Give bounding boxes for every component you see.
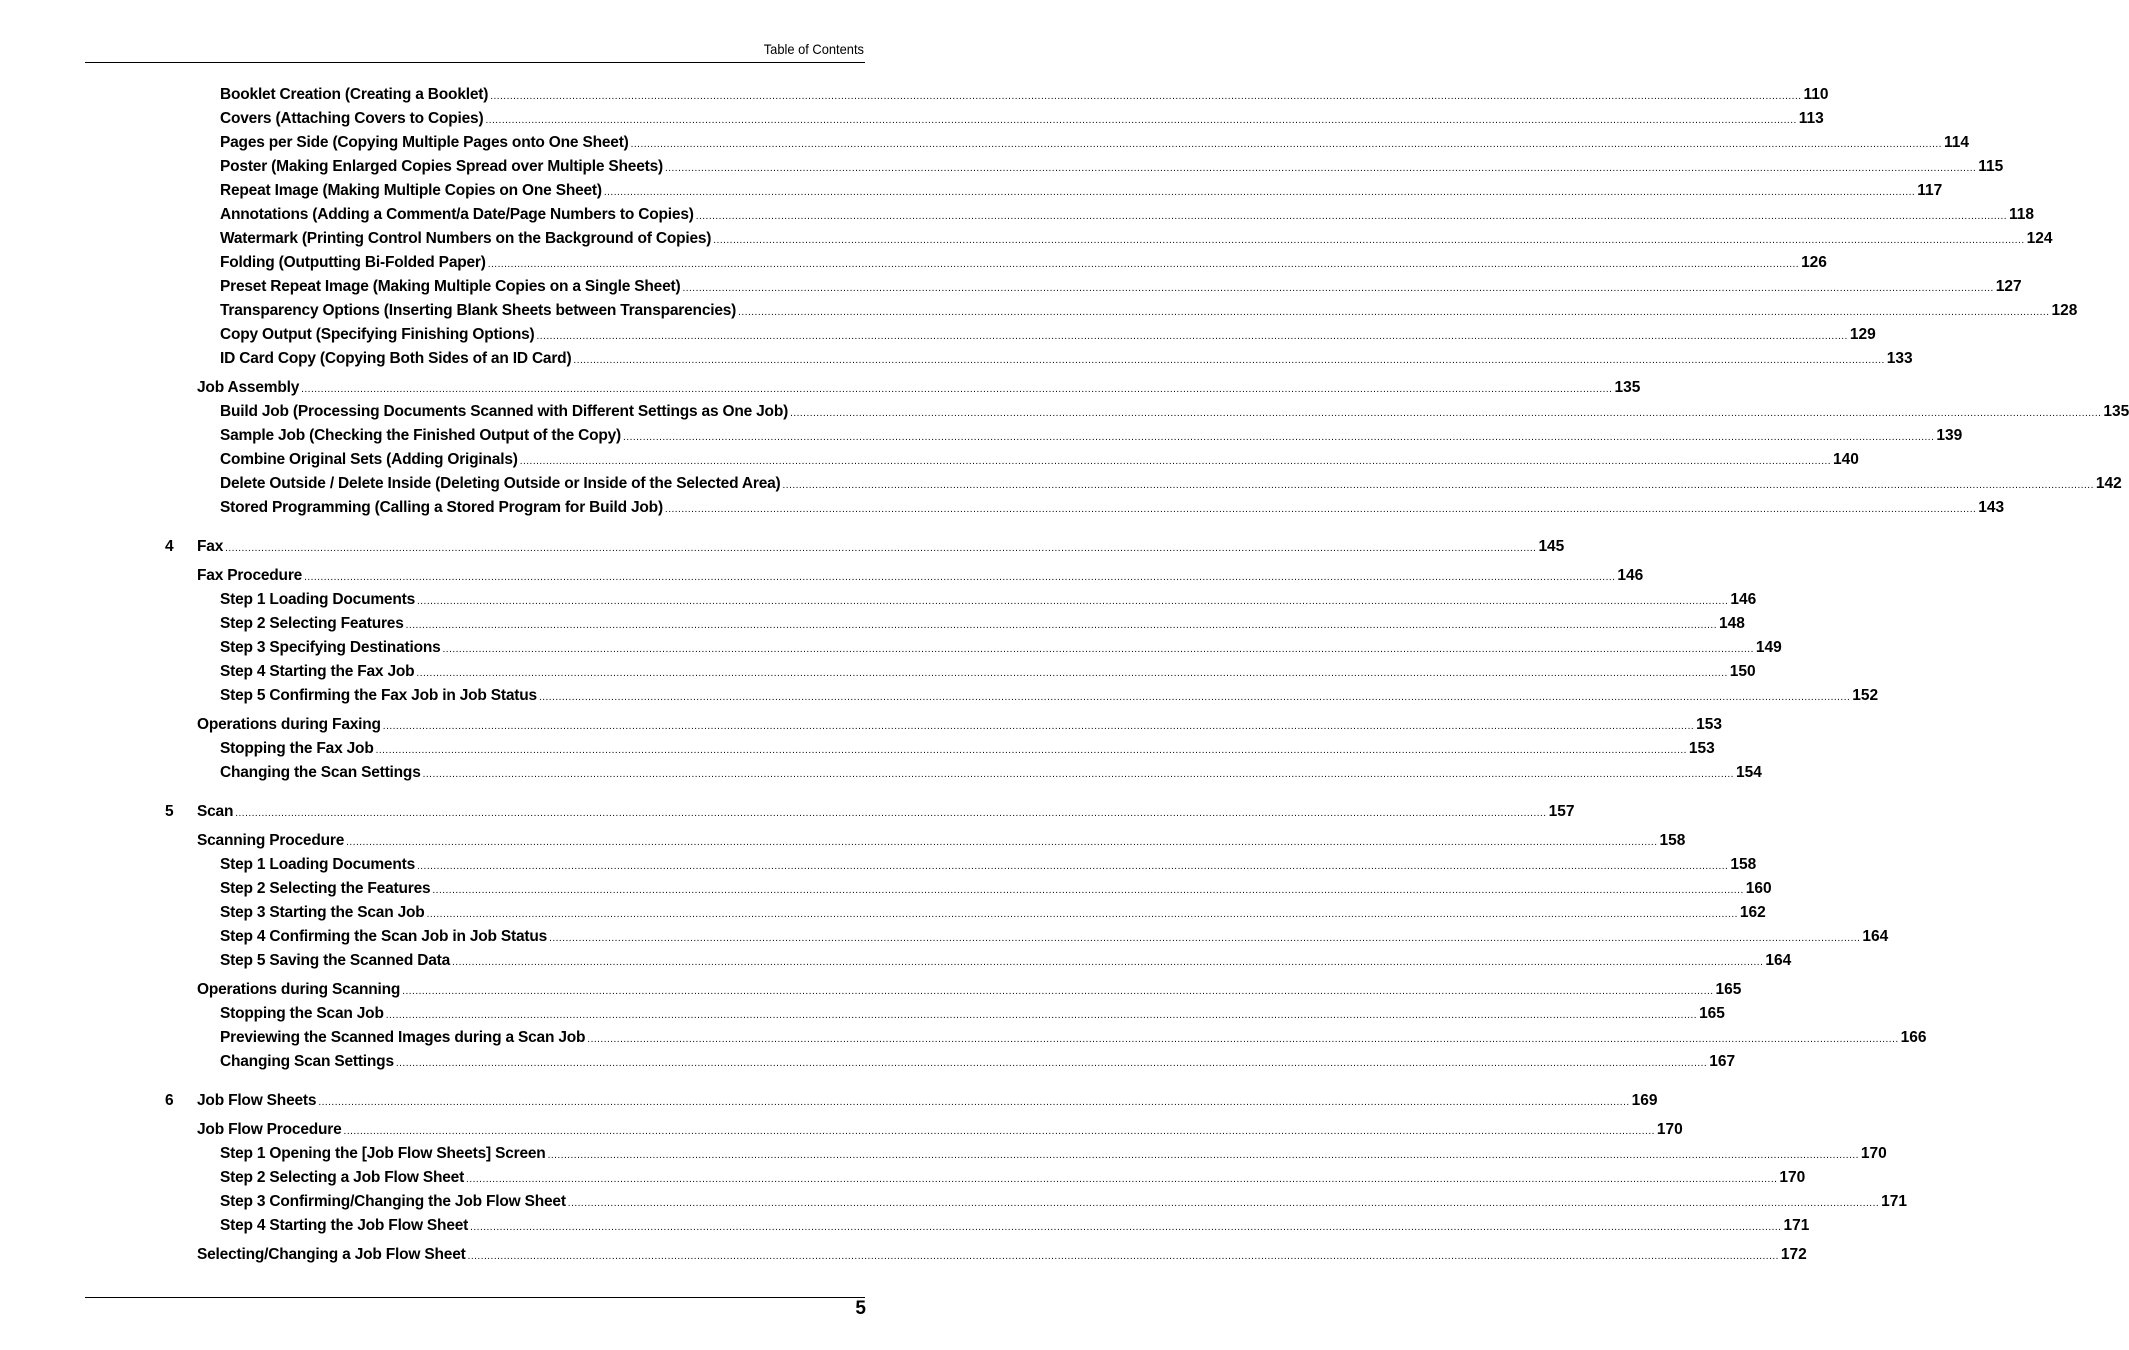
toc-subsection-entry	[220, 879, 1772, 899]
toc-entry-page: 114	[1943, 134, 1969, 151]
footer-rule	[85, 1297, 865, 1298]
dot-leader: ................................................................................................................................................................................................................................................................................................................................................................................................................	[442, 644, 1754, 655]
dot-leader: ................................................................................................................................................................................................................................................................................................................................................................................................................	[573, 355, 1885, 366]
toc-chapter-entry	[197, 1091, 1658, 1111]
dot-leader: ................................................................................................................................................................................................................................................................................................................................................................................................................	[432, 885, 1744, 896]
toc-entry-page: 127	[1995, 278, 2022, 295]
dot-leader: ................................................................................................................................................................................................................................................................................................................................................................................................................	[395, 1058, 1708, 1069]
toc-section-entry	[197, 566, 1644, 586]
toc-entry-title: Booklet Creation (Creating a Booklet)	[220, 86, 489, 103]
toc-entry-title: Annotations (Adding a Comment/a Date/Page Numbers to Copies)	[220, 206, 694, 223]
toc-subsection-entry	[220, 763, 1762, 783]
toc-entry-title: Step 1 Loading Documents	[220, 591, 415, 608]
dot-leader: ................................................................................................................................................................................................................................................................................................................................................................................................................	[318, 1097, 1630, 1108]
toc-entry-page: 148	[1718, 615, 1745, 632]
toc-subsection-entry	[220, 181, 1943, 201]
toc-entry-page: 124	[2026, 230, 2053, 247]
toc-entry-page: 166	[1900, 1029, 1927, 1046]
toc-subsection-entry	[220, 1216, 1810, 1236]
toc-entry-page: 126	[1801, 254, 1827, 271]
dot-leader: ................................................................................................................................................................................................................................................................................................................................................................................................................	[417, 596, 1729, 607]
dot-leader: ................................................................................................................................................................................................................................................................................................................................................................................................................	[695, 211, 2008, 222]
toc-entry-title: Step 4 Confirming the Scan Job in Job Status	[220, 928, 548, 945]
dot-leader: ................................................................................................................................................................................................................................................................................................................................................................................................................	[630, 139, 1942, 150]
dot-leader: ................................................................................................................................................................................................................................................................................................................................................................................................................	[375, 745, 1687, 756]
toc-entry-page: 128	[2051, 302, 2078, 319]
toc-entry-title: Step 1 Opening the [Job Flow Sheets] Screen	[220, 1145, 546, 1162]
toc-entry-page: 165	[1715, 981, 1742, 998]
toc-entry-title: Copy Output (Specifying Finishing Options)	[220, 326, 535, 343]
toc-entry-title: Step 4 Starting the Job Flow Sheet	[220, 1217, 469, 1234]
dot-leader: ................................................................................................................................................................................................................................................................................................................................................................................................................	[422, 769, 1734, 780]
toc-subsection-entry	[220, 157, 2004, 177]
dot-leader: ................................................................................................................................................................................................................................................................................................................................................................................................................	[536, 331, 1848, 342]
toc-entry-title: Selecting/Changing a Job Flow Sheet	[197, 1246, 466, 1263]
toc-entry-page: 157	[1548, 803, 1575, 820]
toc-subsection-entry	[220, 474, 2122, 494]
toc-entry-page: 153	[1696, 716, 1722, 733]
toc-subsection-entry	[220, 277, 2022, 297]
toc-subsection-entry	[220, 739, 1715, 759]
dot-leader: ................................................................................................................................................................................................................................................................................................................................................................................................................	[547, 1150, 1859, 1161]
toc-entry-title: Poster (Making Enlarged Copies Spread over Multiple Sheets)	[220, 158, 663, 175]
toc-entry-page: 170	[1656, 1121, 1683, 1138]
toc-entry-page: 162	[1739, 904, 1766, 921]
toc-entry-title: Previewing the Scanned Images during a Scan Job	[220, 1029, 586, 1046]
toc-entry-title: Step 2 Selecting Features	[220, 615, 404, 632]
toc-subsection-entry	[220, 903, 1766, 923]
dot-leader: ................................................................................................................................................................................................................................................................................................................................................................................................................	[664, 163, 1977, 174]
toc-entry-title: Step 3 Confirming/Changing the Job Flow Sheet	[220, 1193, 566, 1210]
toc-chapter-entry	[197, 802, 1575, 822]
toc-entry-title: Stored Programming (Calling a Stored Program for Build Job)	[220, 499, 663, 516]
dot-leader: ................................................................................................................................................................................................................................................................................................................................................................................................................	[587, 1034, 1899, 1045]
toc-entry-page: 170	[1779, 1169, 1806, 1186]
toc-subsection-entry	[220, 927, 1889, 947]
toc-subsection-entry	[220, 109, 1824, 129]
toc-subsection-entry	[220, 662, 1756, 682]
toc-entry-page: 171	[1881, 1193, 1907, 1210]
dot-leader: ................................................................................................................................................................................................................................................................................................................................................................................................................	[549, 933, 1861, 944]
dot-leader: ................................................................................................................................................................................................................................................................................................................................................................................................................	[417, 861, 1729, 872]
toc-subsection-entry	[220, 301, 2078, 321]
dot-leader: ................................................................................................................................................................................................................................................................................................................................................................................................................	[490, 91, 1802, 102]
toc-entry-title: Step 2 Selecting the Features	[220, 880, 431, 897]
toc-entry-title: Fax Procedure	[197, 567, 303, 584]
toc-entry-title: Stopping the Scan Job	[220, 1005, 384, 1022]
dot-leader: ................................................................................................................................................................................................................................................................................................................................................................................................................	[487, 259, 1800, 270]
toc-entry-page: 170	[1860, 1145, 1887, 1162]
toc-subsection-entry	[220, 1192, 1907, 1212]
toc-entry-title: Stopping the Fax Job	[220, 740, 374, 757]
toc-entry-page: 149	[1755, 639, 1782, 656]
toc-entry-title: Step 3 Starting the Scan Job	[220, 904, 425, 921]
toc-chapter-entry	[197, 537, 1565, 557]
toc-subsection-entry	[220, 590, 1757, 610]
toc-entry-page: 140	[1833, 451, 1859, 468]
toc-subsection-entry	[220, 205, 2035, 225]
toc-entry-title: Delete Outside / Delete Inside (Deleting Outside or Inside of the Selected Area)	[220, 475, 781, 492]
toc-entry-page: 142	[2095, 475, 2122, 492]
toc-entry-page: 110	[1803, 86, 1829, 103]
dot-leader: ................................................................................................................................................................................................................................................................................................................................................................................................................	[519, 456, 1832, 467]
toc-section-entry	[197, 715, 1722, 735]
dot-leader: ................................................................................................................................................................................................................................................................................................................................................................................................................	[782, 480, 2094, 491]
toc-entry-page: 164	[1765, 952, 1792, 969]
toc-entry-page: 172	[1780, 1246, 1807, 1263]
toc-entry-page: 169	[1631, 1092, 1658, 1109]
toc-entry-page: 165	[1699, 1005, 1725, 1022]
toc-section-entry	[197, 378, 1641, 398]
toc-entry-page: 150	[1729, 663, 1756, 680]
toc-subsection-entry	[220, 426, 1963, 446]
toc-entry-page: 135	[1614, 379, 1641, 396]
dot-leader: ................................................................................................................................................................................................................................................................................................................................................................................................................	[301, 384, 1613, 395]
dot-leader: ................................................................................................................................................................................................................................................................................................................................................................................................................	[416, 668, 1728, 679]
dot-leader: ................................................................................................................................................................................................................................................................................................................................................................................................................	[346, 837, 1658, 848]
running-header: Table of Contents	[763, 41, 864, 57]
toc-entry-page: 158	[1659, 832, 1686, 849]
toc-entry-title: Operations during Scanning	[197, 981, 401, 998]
dot-leader: ................................................................................................................................................................................................................................................................................................................................................................................................................	[466, 1174, 1778, 1185]
toc-entry-page: 118	[2009, 206, 2035, 223]
toc-entry-title: Fax	[197, 538, 224, 555]
dot-leader: ................................................................................................................................................................................................................................................................................................................................................................................................................	[225, 543, 1537, 554]
toc-entry-page: 171	[1783, 1217, 1810, 1234]
toc-entry-title: Watermark (Printing Control Numbers on the Background of Copies)	[220, 230, 712, 247]
toc-entry-title: Step 1 Loading Documents	[220, 856, 415, 873]
dot-leader: ................................................................................................................................................................................................................................................................................................................................................................................................................	[385, 1010, 1698, 1021]
toc-entry-page: 167	[1709, 1053, 1736, 1070]
toc-subsection-entry	[220, 325, 1876, 345]
toc-subsection-entry	[220, 686, 1879, 706]
toc-entry-page: 164	[1862, 928, 1889, 945]
toc-entry-title: Folding (Outputting Bi-Folded Paper)	[220, 254, 486, 271]
chapter-number: 4	[165, 538, 174, 555]
toc-entry-page: 153	[1688, 740, 1715, 757]
toc-subsection-entry	[220, 498, 2005, 518]
toc-section-entry	[197, 1120, 1683, 1140]
dot-leader: ................................................................................................................................................................................................................................................................................................................................................................................................................	[623, 432, 1935, 443]
toc-entry-page: 115	[1978, 158, 2004, 175]
toc-entry-title: Operations during Faxing	[197, 716, 381, 733]
toc-entry-title: Job Flow Sheets	[197, 1092, 317, 1109]
toc-subsection-entry	[220, 1144, 1887, 1164]
toc-entry-title: Transparency Options (Inserting Blank Sheets between Transparencies)	[220, 302, 737, 319]
toc-entry-title: Step 5 Saving the Scanned Data	[220, 952, 451, 969]
toc-entry-title: Sample Job (Checking the Finished Output of the Copy)	[220, 427, 622, 444]
toc-subsection-entry	[220, 638, 1782, 658]
dot-leader: ................................................................................................................................................................................................................................................................................................................................................................................................................	[485, 115, 1797, 126]
toc-entry-title: Changing Scan Settings	[220, 1053, 394, 1070]
toc-entry-page: 117	[1917, 182, 1943, 199]
toc-entry-title: Step 2 Selecting a Job Flow Sheet	[220, 1169, 465, 1186]
toc-entry-title: Step 4 Starting the Fax Job	[220, 663, 415, 680]
dot-leader: ................................................................................................................................................................................................................................................................................................................................................................................................................	[426, 909, 1738, 920]
toc-subsection-entry	[220, 349, 1913, 369]
toc-entry-title: Repeat Image (Making Multiple Copies on One Sheet)	[220, 182, 602, 199]
toc-entry-title: Pages per Side (Copying Multiple Pages onto One Sheet)	[220, 134, 629, 151]
dot-leader: ................................................................................................................................................................................................................................................................................................................................................................................................................	[452, 957, 1764, 968]
toc-section-entry	[197, 980, 1742, 1000]
toc-subsection-entry	[220, 1004, 1725, 1024]
chapter-number: 5	[165, 803, 174, 820]
toc-entry-page: 135	[2103, 403, 2129, 420]
toc-entry-title: Scanning Procedure	[197, 832, 345, 849]
dot-leader: ................................................................................................................................................................................................................................................................................................................................................................................................................	[538, 692, 1851, 703]
toc-entry-page: 146	[1730, 591, 1757, 608]
toc-entry-title: Changing the Scan Settings	[220, 764, 421, 781]
toc-entry-title: Preset Repeat Image (Making Multiple Copies on a Single Sheet)	[220, 278, 681, 295]
toc-section-entry	[197, 1245, 1807, 1265]
toc-entry-title: Step 3 Specifying Destinations	[220, 639, 441, 656]
toc-entry-title: Build Job (Processing Documents Scanned with Different Settings as One Job)	[220, 403, 789, 420]
dot-leader: ................................................................................................................................................................................................................................................................................................................................................................................................................	[405, 620, 1717, 631]
toc-subsection-entry	[220, 614, 1745, 634]
dot-leader: ................................................................................................................................................................................................................................................................................................................................................................................................................	[713, 235, 2025, 246]
dot-leader: ................................................................................................................................................................................................................................................................................................................................................................................................................	[738, 307, 2050, 318]
page-number: 5	[855, 1298, 866, 1319]
dot-leader: ................................................................................................................................................................................................................................................................................................................................................................................................................	[467, 1251, 1779, 1262]
toc-entry-page: 152	[1852, 687, 1879, 704]
toc-entry-title: ID Card Copy (Copying Both Sides of an ID Card)	[220, 350, 572, 367]
toc-subsection-entry	[220, 1052, 1736, 1072]
toc-entry-title: Job Flow Procedure	[197, 1121, 342, 1138]
toc-subsection-entry	[220, 855, 1757, 875]
toc-entry-page: 145	[1538, 538, 1565, 555]
dot-leader: ................................................................................................................................................................................................................................................................................................................................................................................................................	[682, 283, 1994, 294]
dot-leader: ................................................................................................................................................................................................................................................................................................................................................................................................................	[790, 408, 2102, 419]
toc-subsection-entry	[220, 1028, 1927, 1048]
toc-entry-page: 143	[1978, 499, 2005, 516]
toc-entry-page: 129	[1849, 326, 1876, 343]
dot-leader: ................................................................................................................................................................................................................................................................................................................................................................................................................	[382, 721, 1695, 732]
toc-entry-page: 158	[1730, 856, 1757, 873]
toc-entry-title: Step 5 Confirming the Fax Job in Job Status	[220, 687, 537, 704]
chapter-number: 6	[165, 1092, 174, 1109]
toc-entry-page: 160	[1745, 880, 1772, 897]
toc-subsection-entry	[220, 85, 1829, 105]
dot-leader: ................................................................................................................................................................................................................................................................................................................................................................................................................	[402, 986, 1714, 997]
dot-leader: ................................................................................................................................................................................................................................................................................................................................................................................................................	[343, 1126, 1655, 1137]
toc-entry-title: Covers (Attaching Covers to Copies)	[220, 110, 484, 127]
toc-subsection-entry	[220, 450, 1859, 470]
toc-entry-title: Job Assembly	[197, 379, 300, 396]
toc-subsection-entry	[220, 1168, 1806, 1188]
toc-entry-page: 146	[1617, 567, 1644, 584]
dot-leader: ................................................................................................................................................................................................................................................................................................................................................................................................................	[235, 808, 1547, 819]
toc-entry-title: Scan	[197, 803, 234, 820]
toc-section-entry	[197, 831, 1686, 851]
toc-entry-page: 133	[1886, 350, 1913, 367]
dot-leader: ................................................................................................................................................................................................................................................................................................................................................................................................................	[304, 572, 1616, 583]
toc-subsection-entry	[220, 951, 1792, 971]
dot-leader: ................................................................................................................................................................................................................................................................................................................................................................................................................	[603, 187, 1916, 198]
toc-subsection-entry	[220, 229, 2053, 249]
dot-leader: ................................................................................................................................................................................................................................................................................................................................................................................................................	[567, 1198, 1880, 1209]
dot-leader: ................................................................................................................................................................................................................................................................................................................................................................................................................	[470, 1222, 1782, 1233]
toc-entry-title: Combine Original Sets (Adding Originals)	[220, 451, 518, 468]
toc-subsection-entry	[220, 133, 1969, 153]
dot-leader: ................................................................................................................................................................................................................................................................................................................................................................................................................	[664, 504, 1977, 515]
toc-entry-page: 154	[1735, 764, 1762, 781]
toc-entry-page: 139	[1936, 427, 1963, 444]
toc-entry-page: 113	[1798, 110, 1824, 127]
toc-subsection-entry	[220, 402, 2129, 422]
toc-subsection-entry	[220, 253, 1827, 273]
